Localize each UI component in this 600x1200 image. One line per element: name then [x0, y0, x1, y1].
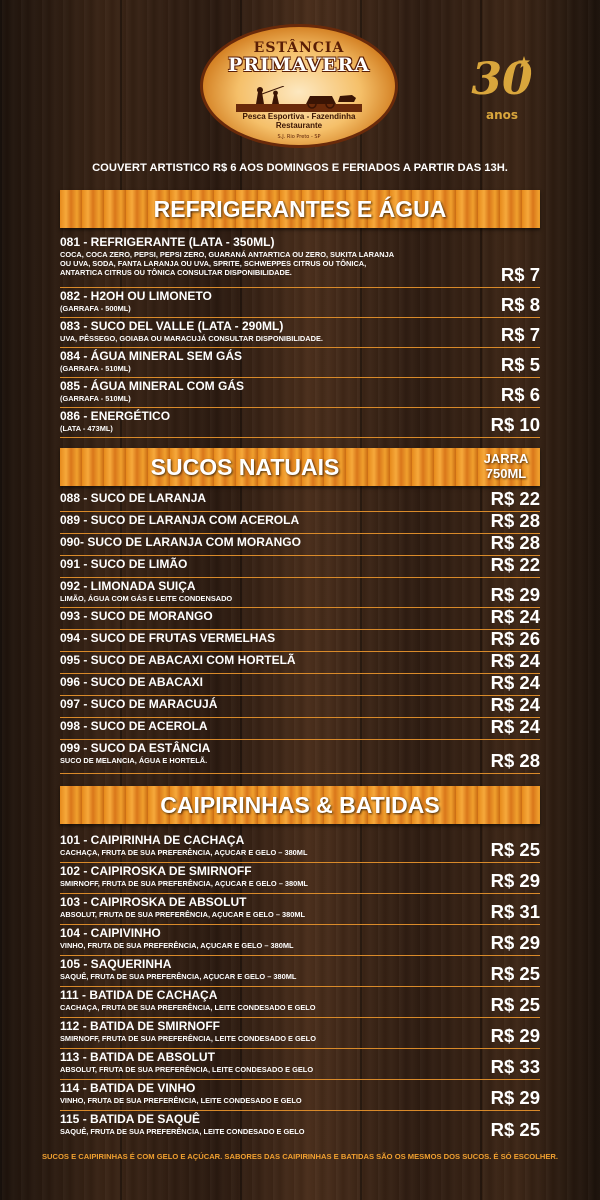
item-price: R$ 24: [490, 716, 540, 737]
item-price: R$ 24: [490, 694, 540, 715]
item-price: R$ 25: [490, 994, 540, 1015]
item-name: 092 - LIMONADA SUIÇA: [60, 579, 196, 593]
item-description: CACHAÇA, FRUTA DE SUA PREFERÊNCIA, AÇUCAR E GELO – 380ML: [60, 848, 308, 857]
menu-item: [60, 894, 540, 925]
menu-item: [60, 578, 540, 608]
logo-location: S.J. Rio Preto - SP: [277, 134, 321, 140]
menu-item: [60, 863, 540, 894]
logo-name-line2: PRIMAVERA: [227, 54, 371, 76]
menu-item: [60, 512, 540, 534]
item-price: R$ 33: [490, 1056, 540, 1077]
item-name: 104 - CAIPIVINHO: [60, 926, 161, 940]
item-description-line: OU UVA, SODA, FANTA LARANJA OU UVA, SPRITE, SCHWEPPES CITRUS OU TÔNICA,: [60, 259, 367, 268]
item-description: SMIRNOFF, FRUTA DE SUA PREFERÊNCIA, LEITE CONDESADO E GELO: [60, 1034, 316, 1043]
menu-item: [60, 490, 540, 512]
item-price: R$ 22: [490, 488, 540, 509]
item-price: R$ 26: [490, 628, 540, 649]
logo-subtitle: [200, 112, 398, 130]
section-banner-sucos: [60, 448, 540, 486]
item-description: ABSOLUT, FRUTA DE SUA PREFERÊNCIA, AÇUCAR E GELO – 380ML: [60, 910, 306, 919]
item-name: 111 - BATIDA DE CACHAÇA: [60, 988, 218, 1002]
item-name: 096 - SUCO DE ABACAXI: [60, 675, 203, 689]
menu-item: [60, 534, 540, 556]
item-name: 105 - SAQUERINHA: [60, 957, 172, 971]
item-name: 098 - SUCO DE ACEROLA: [60, 719, 208, 733]
item-description: [60, 250, 394, 277]
item-name: 090- SUCO DE LARANJA COM MORANGO: [60, 535, 301, 549]
menu-item: [60, 608, 540, 630]
item-name: 093 - SUCO DE MORANGO: [60, 609, 213, 623]
menu-item: [60, 378, 540, 408]
couvert-notice: COUVERT ARTISTICO R$ 6 AOS DOMINGOS E FERIADOS A PARTIR DAS 13H.: [92, 162, 508, 174]
item-price: R$ 5: [500, 354, 540, 375]
logo-subtitle-line1: Pesca Esportiva - Fazendinha: [242, 112, 356, 121]
item-price: R$ 8: [500, 294, 540, 315]
item-price: R$ 28: [490, 510, 540, 531]
item-name: 088 - SUCO DE LARANJA: [60, 491, 207, 505]
item-description: ABSOLUT, FRUTA DE SUA PREFERÊNCIA, LEITE CONDESADO E GELO: [60, 1065, 314, 1074]
jarra-line2: 750ML: [485, 466, 527, 481]
item-price: R$ 25: [490, 1119, 540, 1140]
menu-item: [60, 556, 540, 578]
item-price: R$ 22: [490, 554, 540, 575]
item-price: R$ 24: [490, 650, 540, 671]
item-name: 083 - SUCO DEL VALLE (LATA - 290ML): [60, 319, 284, 333]
item-description: SUCO DE MELANCIA, ÁGUA E HORTELÃ.: [60, 756, 208, 765]
item-price: R$ 6: [500, 384, 540, 405]
item-description: (GARRAFA - 500ML): [60, 304, 131, 313]
menu-item: [60, 718, 540, 740]
anniversary-word: anos: [485, 108, 519, 122]
section-banner-caipirinhas: [60, 786, 540, 824]
menu-item: [60, 1111, 540, 1142]
item-description: VINHO, FRUTA DE SUA PREFERÊNCIA, LEITE CONDESADO E GELO: [60, 1096, 302, 1105]
jarra-column-header: [472, 451, 540, 481]
item-description: VINHO, FRUTA DE SUA PREFERÊNCIA, AÇUCAR E GELO – 380ML: [60, 941, 294, 950]
item-description-line: COCA, COCA ZERO, PEPSI, PEPSI ZERO, GUARANÁ ANTARTICA OU ZERO, SUKITA LARANJA: [60, 250, 395, 259]
menu-item: [60, 740, 540, 774]
menu-item: [60, 832, 540, 863]
item-name: 086 - ENERGÉTICO: [60, 409, 171, 423]
item-description: LIMÃO, ÁGUA COM GÁS E LEITE CONDENSADO: [60, 594, 233, 603]
menu-item: [60, 630, 540, 652]
menu-item: [60, 408, 540, 438]
item-description: SAQUÊ, FRUTA DE SUA PREFERÊNCIA, LEITE CONDESADO E GELO: [60, 1127, 305, 1136]
item-name: 112 - BATIDA DE SMIRNOFF: [60, 1019, 221, 1033]
item-price: R$ 24: [490, 672, 540, 693]
item-price: R$ 7: [500, 324, 540, 345]
item-name: 103 - CAIPIROSKA DE ABSOLUT: [60, 895, 247, 909]
section-title: SUCOS NATUAIS: [150, 454, 340, 480]
item-name: 084 - ÁGUA MINERAL SEM GÁS: [60, 349, 243, 363]
menu-item: [60, 288, 540, 318]
item-description-line: ANTARTICA CITRUS OU TÔNICA CONSULTAR DISPONIBILIDADE.: [60, 268, 292, 277]
item-price: R$ 25: [490, 963, 540, 984]
anniversary-number: 30: [471, 54, 533, 105]
item-price: R$ 29: [490, 1087, 540, 1108]
item-price: R$ 28: [490, 532, 540, 553]
item-name: 081 - REFRIGERANTE (LATA - 350ML): [60, 235, 275, 249]
item-price: R$ 25: [490, 839, 540, 860]
item-description: SMIRNOFF, FRUTA DE SUA PREFERÊNCIA, AÇUCAR E GELO – 380ML: [60, 879, 308, 888]
item-name: 097 - SUCO DE MARACUJÁ: [60, 697, 218, 711]
menu-item: [60, 987, 540, 1018]
item-name: 094 - SUCO DE FRUTAS VERMELHAS: [60, 631, 276, 645]
item-name: 082 - H2OH OU LIMONETO: [60, 289, 212, 303]
section-title: REFRIGERANTES E ÁGUA: [153, 196, 447, 222]
menu-item: [60, 234, 540, 288]
menu-item: [60, 696, 540, 718]
item-name: 099 - SUCO DA ESTÂNCIA: [60, 741, 211, 755]
item-price: R$ 31: [490, 901, 540, 922]
item-name: 102 - CAIPIROSKA DE SMIRNOFF: [60, 864, 252, 878]
menu-item: [60, 1018, 540, 1049]
item-price: R$ 10: [490, 414, 540, 435]
logo-subtitle-line2: Restaurante: [275, 121, 323, 130]
item-price: R$ 28: [490, 750, 540, 771]
footnote: SUCOS E CAIPIRINHAS É COM GELO E AÇÚCAR. SABORES DAS CAIPIRINHAS E BATIDAS SÃO OS MESMOS DOS SUCOS. É SÓ ESCOLHER.: [41, 1152, 558, 1161]
item-price: R$ 29: [490, 584, 540, 605]
jarra-line1: JARRA: [483, 451, 529, 466]
menu-item: [60, 674, 540, 696]
item-description: SAQUÊ, FRUTA DE SUA PREFERÊNCIA, AÇUCAR E GELO – 380ML: [60, 972, 297, 981]
menu-item: [60, 925, 540, 956]
item-name: 114 - BATIDA DE VINHO: [60, 1081, 196, 1095]
menu-item: [60, 652, 540, 674]
menu-item: [60, 348, 540, 378]
menu-item: [60, 1049, 540, 1080]
anniversary-badge: [462, 56, 542, 128]
item-description: (GARRAFA - 510ML): [60, 394, 131, 403]
item-name: 091 - SUCO DE LIMÃO: [60, 557, 188, 571]
item-description: (GARRAFA - 510ML): [60, 364, 131, 373]
item-description: CACHAÇA, FRUTA DE SUA PREFERÊNCIA, LEITE CONDESADO E GELO: [60, 1003, 316, 1012]
item-price: R$ 29: [490, 932, 540, 953]
item-name: 089 - SUCO DE LARANJA COM ACEROLA: [60, 513, 300, 527]
logo-name-line1: ESTÂNCIA: [253, 40, 345, 56]
menu-item: [60, 318, 540, 348]
item-description: (LATA - 473ML): [60, 424, 113, 433]
item-name: 101 - CAIPIRINHA DE CACHAÇA: [60, 833, 245, 847]
item-name: 085 - ÁGUA MINERAL COM GÁS: [60, 379, 245, 393]
section-title: CAIPIRINHAS & BATIDAS: [160, 792, 440, 818]
restaurant-logo: [200, 24, 398, 148]
fishing-scene-icon: [236, 86, 362, 112]
item-price: R$ 29: [490, 1025, 540, 1046]
menu-item: [60, 956, 540, 987]
item-name: 113 - BATIDA DE ABSOLUT: [60, 1050, 215, 1064]
item-name: 095 - SUCO DE ABACAXI COM HORTELÃ: [60, 653, 296, 667]
item-price: R$ 24: [490, 606, 540, 627]
item-description: UVA, PÊSSEGO, GOIABA OU MARACUJÁ CONSULTAR DISPONIBILIDADE.: [60, 334, 323, 343]
menu-item: [60, 1080, 540, 1111]
section-banner-refrigerantes: [60, 190, 540, 228]
item-price: R$ 29: [490, 870, 540, 891]
item-price: R$ 7: [500, 264, 540, 285]
item-name: 115 - BATIDA DE SAQUÊ: [60, 1112, 201, 1126]
